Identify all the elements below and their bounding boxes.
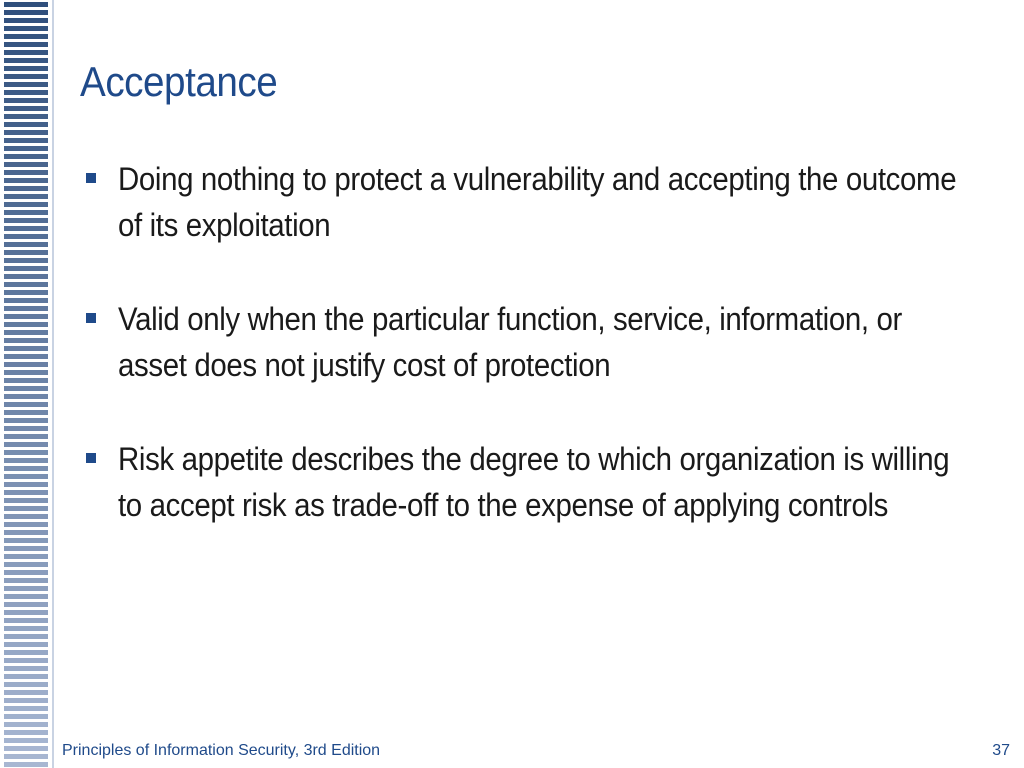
side-stripe — [4, 290, 48, 295]
footer-source-text: Principles of Information Security, 3rd Edition — [62, 742, 381, 759]
side-stripe — [4, 618, 48, 623]
side-stripe — [4, 98, 48, 103]
side-stripe — [4, 522, 48, 527]
side-stripe — [4, 250, 48, 255]
side-stripe — [4, 738, 48, 743]
side-stripe — [4, 178, 48, 183]
side-stripe — [4, 10, 48, 15]
side-stripe — [4, 146, 48, 151]
side-stripe — [4, 354, 48, 359]
side-stripe — [4, 554, 48, 559]
side-stripe — [4, 634, 48, 639]
side-stripe — [4, 170, 48, 175]
decorative-side-stripes — [0, 0, 54, 768]
side-stripe — [4, 650, 48, 655]
side-stripe — [4, 658, 48, 663]
side-stripe — [4, 34, 48, 39]
side-stripe — [4, 58, 48, 63]
side-stripe — [4, 154, 48, 159]
side-stripe — [4, 538, 48, 543]
side-stripe — [4, 50, 48, 55]
side-stripe — [4, 746, 48, 751]
side-stripe — [4, 530, 48, 535]
side-stripe — [4, 506, 48, 511]
bullet-text: Doing nothing to protect a vulnerability and accepting the outcome of its exploitation — [118, 161, 957, 243]
side-stripe — [4, 226, 48, 231]
side-stripe — [4, 298, 48, 303]
side-stripe — [4, 418, 48, 423]
side-stripe — [4, 426, 48, 431]
side-stripe — [4, 674, 48, 679]
side-stripe — [4, 450, 48, 455]
side-stripe — [4, 282, 48, 287]
side-stripe — [4, 74, 48, 79]
side-stripe — [4, 370, 48, 375]
side-stripe — [4, 762, 48, 767]
side-stripe — [4, 578, 48, 583]
side-bar-edge — [52, 0, 54, 768]
side-stripe — [4, 546, 48, 551]
side-stripe — [4, 514, 48, 519]
side-stripe — [4, 106, 48, 111]
side-stripe — [4, 754, 48, 759]
side-stripe — [4, 586, 48, 591]
side-stripe — [4, 698, 48, 703]
side-stripe — [4, 386, 48, 391]
side-stripe — [4, 234, 48, 239]
side-stripe — [4, 258, 48, 263]
square-bullet-icon — [86, 453, 96, 463]
bullet-item — [86, 156, 966, 248]
side-stripe — [4, 162, 48, 167]
side-stripe — [4, 114, 48, 119]
side-stripe — [4, 26, 48, 31]
side-stripe — [4, 2, 48, 7]
side-stripe — [4, 122, 48, 127]
side-stripe — [4, 378, 48, 383]
side-stripe — [4, 562, 48, 567]
side-stripe — [4, 498, 48, 503]
side-stripe — [4, 242, 48, 247]
side-stripe — [4, 194, 48, 199]
side-stripe — [4, 66, 48, 71]
side-stripe — [4, 482, 48, 487]
side-stripe — [4, 602, 48, 607]
bullet-text: Risk appetite describes the degree to which organization is willing to accept risk as trade-off to the expense of applying controls — [118, 441, 950, 523]
side-stripe — [4, 210, 48, 215]
side-stripe — [4, 82, 48, 87]
side-stripe — [4, 682, 48, 687]
side-stripe — [4, 90, 48, 95]
side-stripe — [4, 570, 48, 575]
side-stripe — [4, 410, 48, 415]
side-stripe — [4, 730, 48, 735]
side-stripe — [4, 442, 48, 447]
side-stripe — [4, 330, 48, 335]
side-stripe — [4, 610, 48, 615]
side-stripe — [4, 626, 48, 631]
striped-bar-graphic — [4, 0, 48, 768]
side-stripe — [4, 594, 48, 599]
side-stripe — [4, 322, 48, 327]
side-stripe — [4, 490, 48, 495]
side-stripe — [4, 130, 48, 135]
bullet-list — [86, 156, 966, 576]
side-stripe — [4, 274, 48, 279]
side-stripe — [4, 706, 48, 711]
side-stripe — [4, 642, 48, 647]
side-stripe — [4, 338, 48, 343]
side-stripe — [4, 202, 48, 207]
bullet-item — [86, 436, 966, 528]
side-stripe — [4, 138, 48, 143]
side-stripe — [4, 466, 48, 471]
side-stripe — [4, 394, 48, 399]
side-stripe — [4, 690, 48, 695]
side-stripe — [4, 314, 48, 319]
square-bullet-icon — [86, 313, 96, 323]
side-stripe — [4, 722, 48, 727]
side-stripe — [4, 266, 48, 271]
bullet-text: Valid only when the particular function, service, information, or asset does not justify cost of protection — [118, 301, 902, 383]
page-number: 37 — [992, 742, 1010, 759]
side-stripe — [4, 402, 48, 407]
side-stripe — [4, 666, 48, 671]
side-stripe — [4, 42, 48, 47]
side-stripe — [4, 434, 48, 439]
square-bullet-icon — [86, 173, 96, 183]
side-stripe — [4, 474, 48, 479]
slide-title: Acceptance — [80, 58, 278, 105]
side-stripe — [4, 714, 48, 719]
side-stripe — [4, 18, 48, 23]
side-stripe — [4, 346, 48, 351]
side-stripe — [4, 186, 48, 191]
side-stripe — [4, 458, 48, 463]
bullet-item — [86, 296, 966, 388]
side-stripe — [4, 218, 48, 223]
side-stripe — [4, 306, 48, 311]
side-stripe — [4, 362, 48, 367]
